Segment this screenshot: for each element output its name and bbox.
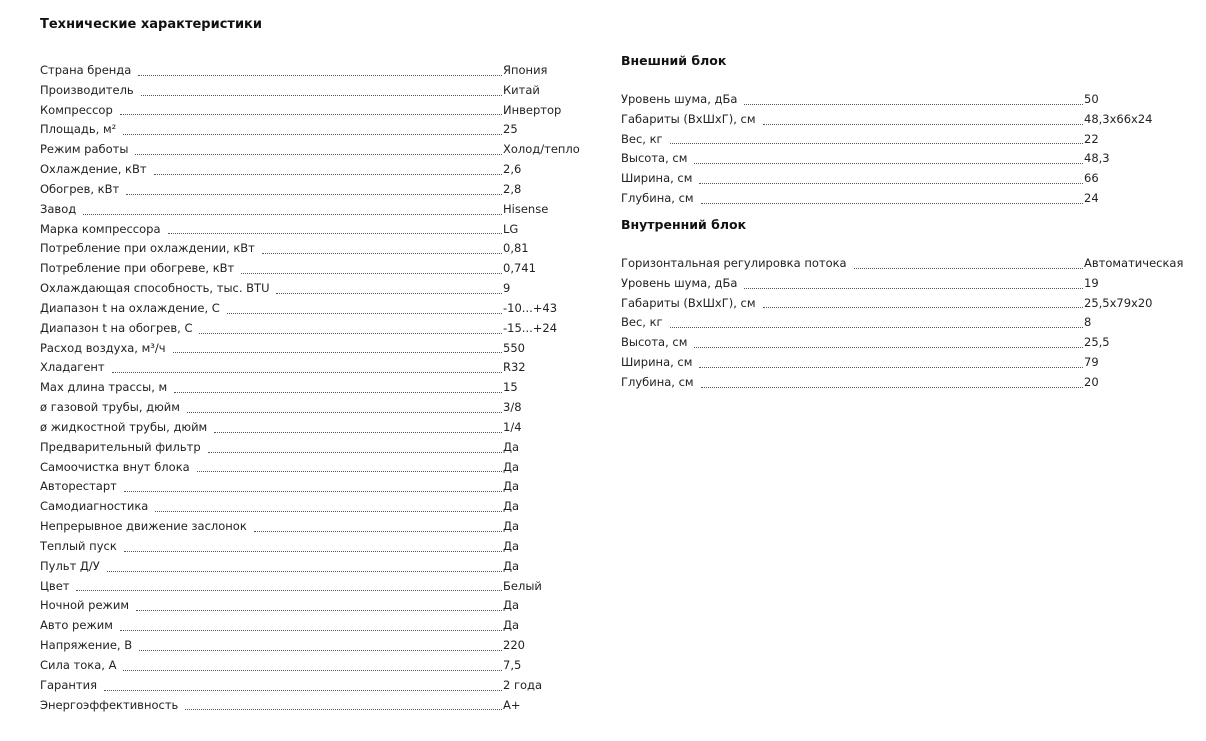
- spec-value: Да: [503, 558, 520, 573]
- spec-label: Габариты (ВхШхГ), см: [621, 110, 757, 130]
- spec-label: Высота, см: [621, 149, 688, 169]
- units-column: [621, 51, 1184, 393]
- spec-row: [621, 189, 1181, 209]
- spec-row: [621, 373, 1181, 393]
- dotted-leader: [155, 511, 502, 512]
- spec-row: [40, 596, 580, 616]
- spec-row: [40, 398, 580, 418]
- spec-label: Диапазон t на обогрев, С: [40, 319, 193, 339]
- spec-row: [40, 537, 580, 557]
- spec-label: Режим работы: [40, 140, 129, 160]
- spec-value: 9: [503, 281, 511, 296]
- spec-label: Охлаждающая способность, тыс. BTU: [40, 279, 270, 299]
- spec-label: Пульт Д/У: [40, 557, 101, 577]
- spec-value: 0,81: [503, 241, 529, 256]
- dotted-leader: [694, 163, 1083, 164]
- dotted-leader: [124, 491, 502, 492]
- dotted-leader: [174, 392, 502, 393]
- spec-row: [621, 254, 1184, 274]
- spec-value: Холод/тепло: [503, 142, 580, 157]
- spec-value: 3/8: [503, 400, 522, 415]
- spec-label: Глубина, см: [621, 373, 695, 393]
- spec-row: [40, 61, 580, 81]
- spec-value: 24: [1084, 191, 1099, 206]
- spec-row: [40, 577, 580, 597]
- dotted-leader: [763, 307, 1083, 308]
- spec-value: Япония: [503, 63, 548, 77]
- spec-value: 79: [1084, 355, 1099, 370]
- spec-value: 66: [1084, 171, 1099, 186]
- dotted-leader: [214, 432, 502, 433]
- dotted-leader: [135, 154, 502, 155]
- dotted-leader: [168, 233, 502, 234]
- spec-row: [621, 130, 1181, 150]
- section-spacer: [621, 235, 1181, 254]
- spec-label: Габариты (ВхШхГ), см: [621, 294, 757, 314]
- spec-label: Энергоэффективность: [40, 696, 179, 716]
- dotted-leader: [262, 253, 502, 254]
- spec-row: [40, 279, 580, 299]
- indoor-unit-title: Внутренний блок: [621, 216, 747, 232]
- dotted-leader: [199, 333, 502, 334]
- spec-row: [40, 358, 580, 378]
- dotted-leader: [197, 471, 502, 472]
- spec-value: Да: [503, 538, 520, 553]
- main-specs-list: [40, 61, 580, 715]
- spec-label: Теплый пуск: [40, 537, 118, 557]
- spec-value: 48,3x66x24: [1084, 111, 1153, 126]
- spec-label: Вес, кг: [621, 313, 664, 333]
- spec-label: Охлаждение, кВт: [40, 160, 148, 180]
- spec-label: Сила тока, А: [40, 656, 117, 676]
- spec-row: [40, 180, 580, 200]
- spec-row: [621, 353, 1181, 373]
- spec-value: 25,5: [1084, 335, 1110, 350]
- dotted-leader: [670, 327, 1083, 328]
- spec-label: Диапазон t на охлаждение, С: [40, 299, 221, 319]
- spec-row: [40, 418, 580, 438]
- dotted-leader: [141, 95, 502, 96]
- spec-label: Площадь, м²: [40, 120, 117, 140]
- spec-row: [40, 339, 580, 359]
- dotted-leader: [763, 124, 1083, 125]
- dotted-leader: [241, 273, 502, 274]
- spec-row: [40, 259, 580, 279]
- spec-label: Марка компрессора: [40, 220, 162, 240]
- spec-row: [40, 378, 580, 398]
- spec-label: Хладагент: [40, 358, 106, 378]
- spec-row: [40, 458, 580, 478]
- spec-row: [40, 477, 580, 497]
- spec-value: 50: [1084, 92, 1099, 106]
- spec-row: [40, 696, 580, 716]
- spec-label: Уровень шума, дБа: [621, 274, 738, 294]
- spec-value: 48,3: [1084, 151, 1110, 166]
- spec-value: 15: [503, 380, 518, 395]
- dotted-leader: [138, 75, 502, 76]
- dotted-leader: [699, 183, 1083, 184]
- spec-label: Глубина, см: [621, 189, 695, 209]
- dotted-leader: [120, 114, 502, 115]
- spec-value: Автоматическая: [1084, 255, 1184, 270]
- spec-row: [621, 110, 1181, 130]
- spec-label: Авто режим: [40, 616, 114, 636]
- spec-label: Горизонтальная регулировка потока: [621, 254, 848, 274]
- dotted-leader: [854, 268, 1083, 269]
- outdoor-unit-title: Внешний блок: [621, 53, 727, 68]
- section-spacer: [621, 71, 1181, 90]
- spec-row: [40, 239, 580, 259]
- spec-value: 2 года: [503, 677, 543, 692]
- spec-row: [40, 438, 580, 458]
- dotted-leader: [276, 293, 502, 294]
- spec-label: Потребление при охлаждении, кВт: [40, 239, 256, 259]
- dotted-leader: [123, 134, 502, 135]
- spec-value: Да: [503, 618, 520, 633]
- spec-value: 550: [503, 340, 525, 355]
- spec-value: Да: [503, 519, 520, 534]
- dotted-leader: [120, 630, 502, 631]
- page-title: Технические характеристики: [40, 17, 262, 32]
- dotted-leader: [76, 590, 502, 591]
- spec-row: [40, 517, 580, 537]
- spec-value: 20: [1084, 374, 1099, 389]
- spec-value: 2,8: [503, 181, 522, 196]
- spec-row: [40, 676, 580, 696]
- spec-label: Напряжение, В: [40, 636, 133, 656]
- dotted-leader: [187, 412, 502, 413]
- dotted-leader: [139, 650, 502, 651]
- dotted-leader: [83, 214, 502, 215]
- spec-label: Расход воздуха, м³/ч: [40, 339, 167, 359]
- spec-value: 25: [503, 122, 518, 137]
- dotted-leader: [670, 143, 1083, 144]
- dotted-leader: [227, 313, 502, 314]
- spec-row: [40, 160, 580, 180]
- dotted-leader: [701, 203, 1083, 204]
- spec-row: [40, 636, 580, 656]
- spec-label: Самодиагностика: [40, 497, 149, 517]
- spec-value: 0,741: [503, 261, 536, 276]
- spec-value: 22: [1084, 131, 1099, 146]
- dotted-leader: [185, 709, 502, 710]
- spec-row: [621, 294, 1181, 314]
- dotted-leader: [699, 367, 1083, 368]
- spec-label: Уровень шума, дБа: [621, 90, 738, 110]
- spec-row: [621, 333, 1181, 353]
- spec-label: Самоочистка внут блока: [40, 458, 191, 478]
- spec-row: [621, 313, 1181, 333]
- dotted-leader: [694, 347, 1083, 348]
- dotted-leader: [744, 288, 1083, 289]
- spec-label: Высота, см: [621, 333, 688, 353]
- dotted-leader: [136, 610, 502, 611]
- spec-value: -15...+24: [503, 320, 558, 335]
- spec-value: Да: [503, 459, 520, 474]
- spec-label: Предварительный фильтр: [40, 438, 202, 458]
- spec-row: [40, 220, 580, 240]
- dotted-leader: [104, 690, 502, 691]
- spec-value: A+: [503, 697, 521, 712]
- dotted-leader: [154, 174, 502, 175]
- spec-label: Непрерывное движение заслонок: [40, 517, 248, 537]
- spec-value: 1/4: [503, 419, 522, 434]
- spec-value: Да: [503, 479, 520, 494]
- spec-label: Ширина, см: [621, 169, 693, 189]
- dotted-leader: [112, 372, 502, 373]
- spec-value: R32: [503, 360, 526, 375]
- dotted-leader: [123, 670, 502, 671]
- spec-label: Компрессор: [40, 101, 114, 121]
- spec-label: Ночной режим: [40, 596, 130, 616]
- spec-row: [621, 274, 1181, 294]
- spec-label: Страна бренда: [40, 61, 132, 81]
- spec-value: 19: [1084, 275, 1099, 290]
- spec-label: Гарантия: [40, 676, 98, 696]
- spec-label: Ширина, см: [621, 353, 693, 373]
- spec-row: [40, 101, 580, 121]
- spec-label: Потребление при обогреве, кВт: [40, 259, 235, 279]
- spec-value: LG: [503, 221, 519, 236]
- spec-value: 2,6: [503, 162, 522, 177]
- spec-row: [40, 319, 580, 339]
- spec-row: [40, 140, 580, 160]
- spec-value: Да: [503, 439, 520, 454]
- spec-value: -10...+43: [503, 300, 558, 315]
- dotted-leader: [701, 387, 1083, 388]
- spec-row: [40, 616, 580, 636]
- spec-value: Инвертор: [503, 102, 562, 117]
- spec-value: 8: [1084, 315, 1092, 330]
- spec-label: Max длина трассы, м: [40, 378, 168, 398]
- spec-row: [621, 149, 1181, 169]
- spec-value: Да: [503, 598, 520, 613]
- dotted-leader: [124, 551, 502, 552]
- spec-label: Завод: [40, 200, 77, 220]
- spec-value: Hisense: [503, 201, 549, 216]
- dotted-leader: [744, 104, 1083, 105]
- spec-label: Авторестарт: [40, 477, 118, 497]
- spec-value: 220: [503, 638, 525, 653]
- spec-label: Вес, кг: [621, 130, 664, 150]
- spec-label: Цвет: [40, 577, 70, 597]
- spec-label: ø газовой трубы, дюйм: [40, 398, 181, 418]
- spec-row: [40, 200, 580, 220]
- spec-label: ø жидкостной трубы, дюйм: [40, 418, 208, 438]
- dotted-leader: [254, 531, 502, 532]
- spec-value: 7,5: [503, 657, 522, 672]
- spec-row: [40, 120, 580, 140]
- spec-value: Китай: [503, 82, 540, 97]
- spec-value: Да: [503, 499, 520, 514]
- spec-label: Обогрев, кВт: [40, 180, 120, 200]
- spec-row: [40, 81, 580, 101]
- dotted-leader: [107, 571, 502, 572]
- spec-row: [40, 299, 580, 319]
- spec-value: Белый: [503, 578, 542, 593]
- dotted-leader: [208, 452, 502, 453]
- spec-row: [40, 497, 580, 517]
- spec-row: [40, 656, 580, 676]
- spec-value: 25,5x79x20: [1084, 295, 1153, 310]
- indoor-specs-list: [621, 254, 1184, 393]
- dotted-leader: [126, 194, 502, 195]
- spec-row: [40, 557, 580, 577]
- spec-row: [621, 90, 1181, 110]
- outdoor-specs-list: [621, 90, 1181, 209]
- spec-label: Производитель: [40, 81, 135, 101]
- spec-row: [621, 169, 1181, 189]
- dotted-leader: [173, 352, 502, 353]
